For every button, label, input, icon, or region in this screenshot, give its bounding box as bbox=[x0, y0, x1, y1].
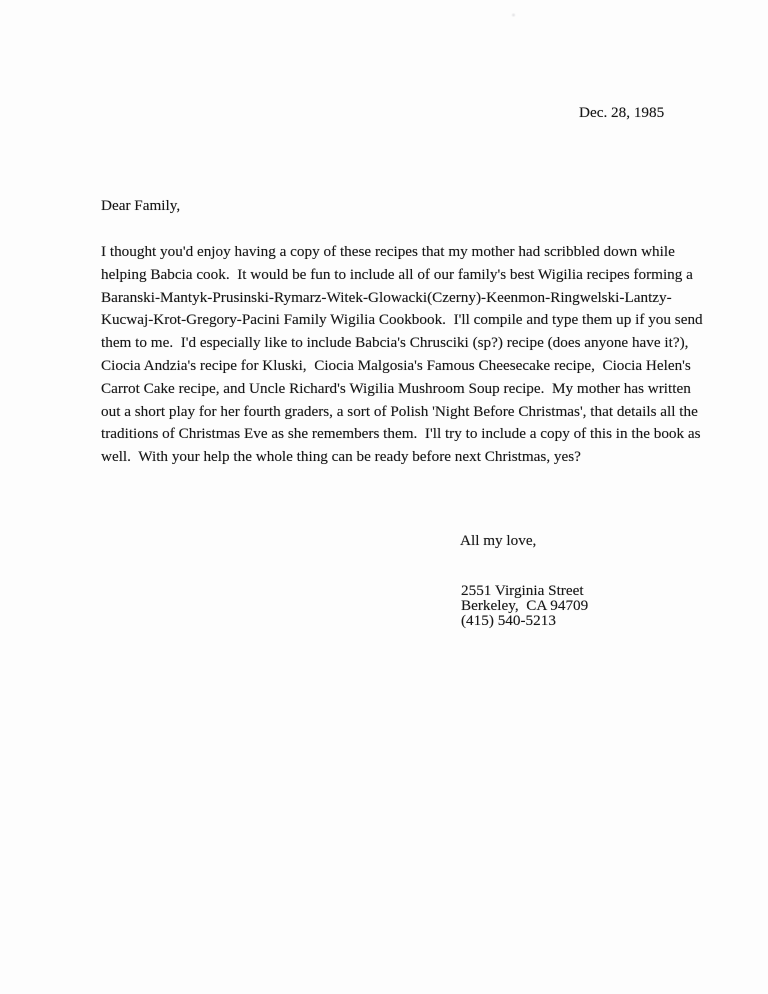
body-line-8: out a short play for her fourth graders, a sort of Polish 'Night Before Christmas', that details all the bbox=[101, 402, 698, 420]
body-line-9: traditions of Christmas Eve as she remembers them. I'll try to include a copy of this in the book as bbox=[101, 425, 701, 443]
body-line-5: them to me. I'd especially like to include Babcia's Chrusciki (sp?) recipe (does anyone have it?), bbox=[101, 334, 689, 352]
letter-date: Dec. 28, 1985 bbox=[579, 104, 665, 121]
body-line-10: well. With your help the whole thing can be ready before next Christmas, yes? bbox=[101, 448, 581, 466]
address-phone: (415) 540-5213 bbox=[461, 611, 556, 629]
address-city-state-zip: Berkeley, CA 94709 bbox=[461, 596, 589, 614]
scan-artifact bbox=[511, 13, 516, 17]
body-line-3: Baranski-Mantyk-Prusinski-Rymarz-Witek-Glowacki(Czerny)-Keenmon-Ringwelski-Lantzy- bbox=[101, 288, 672, 306]
body-line-7: Carrot Cake recipe, and Uncle Richard's Wigilia Mushroom Soup recipe. My mother has written bbox=[101, 379, 691, 397]
body-line-2: helping Babcia cook. It would be fun to include all of our family's best Wigilia recipes forming a bbox=[101, 265, 693, 283]
letter-body bbox=[101, 241, 701, 469]
address-street: 2551 Virginia Street bbox=[461, 582, 584, 599]
body-line-1: I thought you'd enjoy having a copy of these recipes that my mother had scribbled down while bbox=[101, 243, 675, 260]
letter-closing: All my love, bbox=[460, 532, 537, 549]
body-line-6: Ciocia Andzia's recipe for Kluski, Ciocia Malgosia's Famous Cheesecake recipe, Ciocia Helen's bbox=[101, 356, 691, 374]
body-line-4: Kucwaj-Krot-Gregory-Pacini Family Wigilia Cookbook. I'll compile and type them up if you send bbox=[101, 311, 703, 329]
letter-salutation: Dear Family, bbox=[101, 197, 181, 214]
sender-address bbox=[461, 584, 588, 628]
